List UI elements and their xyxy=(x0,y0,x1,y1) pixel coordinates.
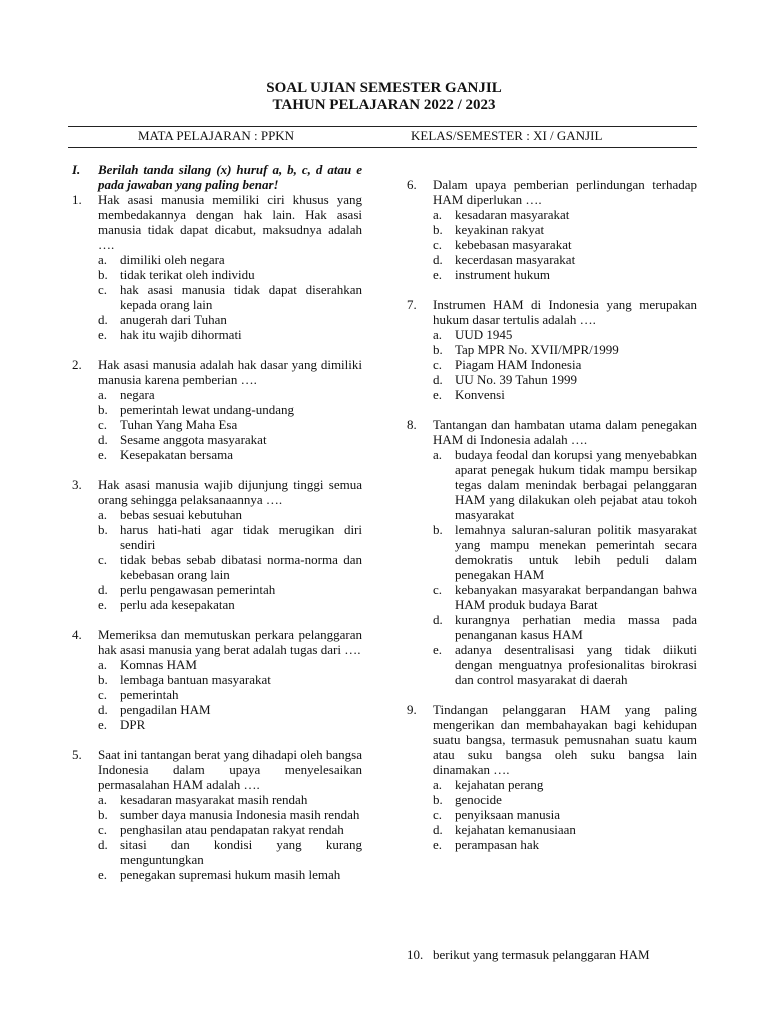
option-letter: a. xyxy=(433,327,443,342)
option-letter: a. xyxy=(98,657,108,672)
question-text: Dalam upaya pemberian perlindungan terhadap HAM diperlukan …. xyxy=(433,177,697,207)
instruction-number: I. xyxy=(72,162,81,177)
option-list xyxy=(433,207,697,282)
option-letter: d. xyxy=(433,612,443,627)
option-text: adanya desentralisasi yang tidak diikuti dengan menguatnya profesionalitas birokrasi dan control masyarakat di daerah xyxy=(455,642,697,687)
option-letter: b. xyxy=(433,222,443,237)
question-4 xyxy=(72,627,362,732)
option-d xyxy=(98,702,362,717)
question-row xyxy=(72,747,362,792)
option-text: hak asasi manusia tidak dapat diserahkan kepada orang lain xyxy=(120,282,362,312)
exam-title: SOAL UJIAN SEMESTER GANJIL xyxy=(266,80,502,96)
question-row xyxy=(407,177,697,207)
option-a xyxy=(98,507,362,522)
option-list xyxy=(98,252,362,342)
option-letter: d. xyxy=(98,312,108,327)
option-d xyxy=(98,837,362,867)
option-list xyxy=(98,657,362,732)
option-text: kesadaran masyarakat xyxy=(455,207,570,222)
option-letter: d. xyxy=(98,432,108,447)
option-b xyxy=(98,267,362,282)
option-letter: c. xyxy=(433,357,443,372)
option-list xyxy=(433,327,697,402)
option-d xyxy=(98,312,362,327)
option-e xyxy=(98,717,362,732)
question-number: 5. xyxy=(72,747,82,762)
question-text: Tindangan pelanggaran HAM yang paling mengerikan dan membahayakan bagi kehidupan suatu bangsa, termasuk pemusnahan suatu kaum atau suku bangsa oleh suku bangsa lain dinamakan …. xyxy=(433,702,697,777)
option-c xyxy=(433,357,697,372)
option-e xyxy=(433,837,697,852)
option-b xyxy=(98,402,362,417)
option-letter: c. xyxy=(433,582,443,597)
option-list xyxy=(433,777,697,852)
option-a xyxy=(433,327,697,342)
subject-label: MATA PELAJARAN : PPKN xyxy=(138,128,295,143)
header-rule-top xyxy=(68,126,697,127)
option-letter: a. xyxy=(98,792,108,807)
option-text: lembaga bantuan masyarakat xyxy=(120,672,271,687)
question-9 xyxy=(407,702,697,852)
class-label: KELAS/SEMESTER : XI / GANJIL xyxy=(411,128,603,143)
option-letter: b. xyxy=(98,672,108,687)
option-letter: b. xyxy=(433,792,443,807)
instruction-text: Berilah tanda silang (x) huruf a, b, c, d atau e pada jawaban yang paling benar! xyxy=(98,162,362,192)
option-e xyxy=(98,327,362,342)
option-text: perlu pengawasan pemerintah xyxy=(120,582,276,597)
left-column xyxy=(72,162,362,897)
option-text: perlu ada kesepakatan xyxy=(120,597,235,612)
option-a xyxy=(433,777,697,792)
option-text: UUD 1945 xyxy=(455,327,513,342)
question-number: 6. xyxy=(407,177,417,192)
option-text: Kesepakatan bersama xyxy=(120,447,233,462)
option-text: genocide xyxy=(455,792,502,807)
option-text: dimiliki oleh negara xyxy=(120,252,225,267)
option-text: tidak bebas sebab dibatasi norma-norma dan kebebasan orang lain xyxy=(120,552,362,582)
option-a xyxy=(98,657,362,672)
option-a xyxy=(98,387,362,402)
option-text: Tap MPR No. XVII/MPR/1999 xyxy=(455,342,619,357)
option-list xyxy=(433,447,697,687)
option-c xyxy=(98,282,362,312)
question-number: 3. xyxy=(72,477,82,492)
option-text: kejahatan perang xyxy=(455,777,544,792)
option-c xyxy=(98,822,362,837)
question-text: Memeriksa dan memutuskan perkara pelanggaran hak asasi manusia yang berat adalah tugas dari …. xyxy=(98,627,362,657)
option-e xyxy=(433,267,697,282)
option-d xyxy=(433,372,697,387)
option-letter: e. xyxy=(98,327,108,342)
option-text: sumber daya manusia Indonesia masih rendah xyxy=(120,807,360,822)
option-letter: d. xyxy=(98,837,108,852)
question-row xyxy=(72,357,362,387)
option-e xyxy=(433,642,697,687)
option-b xyxy=(433,342,697,357)
option-c xyxy=(98,417,362,432)
question-row xyxy=(72,627,362,657)
question-8 xyxy=(407,417,697,687)
option-text: negara xyxy=(120,387,155,402)
option-c xyxy=(433,807,697,822)
question-number: 9. xyxy=(407,702,417,717)
option-letter: d. xyxy=(98,582,108,597)
option-b xyxy=(98,522,362,552)
option-c xyxy=(98,552,362,582)
question-number: 8. xyxy=(407,417,417,432)
option-letter: e. xyxy=(433,267,443,282)
question-row xyxy=(407,297,697,327)
option-letter: c. xyxy=(98,282,108,297)
option-text: kesadaran masyarakat masih rendah xyxy=(120,792,308,807)
option-letter: e. xyxy=(98,717,108,732)
option-d xyxy=(433,252,697,267)
option-text: sitasi dan kondisi yang kurang menguntungkan xyxy=(120,837,362,867)
option-text: lemahnya saluran-saluran politik masyarakat yang mampu menekan pemerintah secara demokratis untuk lebih peduli dalam penegakan HAM xyxy=(455,522,697,582)
option-text: Sesame anggota masyarakat xyxy=(120,432,267,447)
option-e xyxy=(98,867,362,882)
option-text: Tuhan Yang Maha Esa xyxy=(120,417,238,432)
option-letter: c. xyxy=(433,237,443,252)
question-number: 10. xyxy=(407,947,424,962)
option-b xyxy=(433,522,697,582)
option-text: bebas sesuai kebutuhan xyxy=(120,507,243,522)
option-text: pengadilan HAM xyxy=(120,702,211,717)
header-rule-bottom xyxy=(68,147,697,148)
option-letter: e. xyxy=(98,447,108,462)
question-row xyxy=(72,192,362,252)
option-text: pemerintah lewat undang-undang xyxy=(120,402,294,417)
option-letter: b. xyxy=(433,522,443,537)
option-text: budaya feodal dan korupsi yang menyebabkan aparat penegak hukum tidak mampu bersikap tegas dalam menindak berbagai pelanggaran HAM yang dilakukan oleh pejabat atau tokoh masyarakat xyxy=(455,447,697,522)
question-row xyxy=(407,417,697,447)
question-5 xyxy=(72,747,362,882)
option-letter: a. xyxy=(433,207,443,222)
option-letter: c. xyxy=(98,552,108,567)
question-number: 7. xyxy=(407,297,417,312)
option-a xyxy=(433,447,697,522)
option-e xyxy=(98,447,362,462)
option-text: penegakan supremasi hukum masih lemah xyxy=(120,867,341,882)
option-letter: d. xyxy=(433,252,443,267)
question-text: berikut yang termasuk pelanggaran HAM xyxy=(433,947,650,962)
option-text: perampasan hak xyxy=(455,837,540,852)
option-letter: d. xyxy=(98,702,108,717)
question-text: Hak asasi manusia wajib dijunjung tinggi semua orang sehingga pelaksanaannya …. xyxy=(98,477,362,507)
option-c xyxy=(433,582,697,612)
option-letter: c. xyxy=(98,822,108,837)
option-text: keyakinan rakyat xyxy=(455,222,545,237)
option-d xyxy=(433,822,697,837)
option-letter: a. xyxy=(98,252,108,267)
option-letter: e. xyxy=(98,597,108,612)
option-letter: d. xyxy=(433,372,443,387)
option-text: penghasilan atau pendapatan rakyat rendah xyxy=(120,822,344,837)
option-c xyxy=(98,687,362,702)
option-a xyxy=(98,252,362,267)
option-text: hak itu wajib dihormati xyxy=(120,327,242,342)
option-letter: b. xyxy=(98,522,108,537)
option-b xyxy=(433,222,697,237)
option-letter: c. xyxy=(433,807,443,822)
option-b xyxy=(433,792,697,807)
option-letter: b. xyxy=(98,402,108,417)
option-text: Piagam HAM Indonesia xyxy=(455,357,582,372)
question-text: Instrumen HAM di Indonesia yang merupakan hukum dasar tertulis adalah …. xyxy=(433,297,697,327)
option-text: Konvensi xyxy=(455,387,505,402)
option-letter: e. xyxy=(433,387,443,402)
option-list xyxy=(98,507,362,612)
option-c xyxy=(433,237,697,252)
option-letter: b. xyxy=(98,807,108,822)
option-letter: a. xyxy=(433,447,443,462)
option-e xyxy=(98,597,362,612)
option-letter: e. xyxy=(98,867,108,882)
option-a xyxy=(98,792,362,807)
option-letter: a. xyxy=(433,777,443,792)
option-text: Komnas HAM xyxy=(120,657,197,672)
option-text: anugerah dari Tuhan xyxy=(120,312,227,327)
option-e xyxy=(433,387,697,402)
option-a xyxy=(433,207,697,222)
option-text: kejahatan kemanusiaan xyxy=(455,822,576,837)
option-text: kurangnya perhatian media massa pada penanganan kasus HAM xyxy=(455,612,697,642)
option-list xyxy=(98,792,362,882)
question-text: Tantangan dan hambatan utama dalam penegakan HAM di Indonesia adalah …. xyxy=(433,417,697,447)
option-letter: d. xyxy=(433,822,443,837)
option-b xyxy=(98,807,362,822)
option-d xyxy=(433,612,697,642)
option-text: instrument hukum xyxy=(455,267,550,282)
right-column xyxy=(407,177,697,867)
question-number: 2. xyxy=(72,357,82,372)
option-d xyxy=(98,582,362,597)
question-text: Saat ini tantangan berat yang dihadapi oleh bangsa Indonesia dalam upaya menyelesaikan permasalahan HAM adalah …. xyxy=(98,747,362,792)
option-text: penyiksaan manusia xyxy=(455,807,561,822)
option-letter: c. xyxy=(98,687,108,702)
question-1 xyxy=(72,192,362,342)
option-b xyxy=(98,672,362,687)
option-letter: b. xyxy=(433,342,443,357)
option-text: harus hati-hati agar tidak merugikan diri sendiri xyxy=(120,522,362,552)
option-text: kebebasan masyarakat xyxy=(455,237,572,252)
option-text: tidak terikat oleh individu xyxy=(120,267,255,282)
option-text: pemerintah xyxy=(120,687,179,702)
question-6 xyxy=(407,177,697,282)
exam-year: TAHUN PELAJARAN 2022 / 2023 xyxy=(272,97,496,113)
question-text: Hak asasi manusia adalah hak dasar yang dimiliki manusia karena pemberian …. xyxy=(98,357,362,387)
question-row xyxy=(407,702,697,777)
option-letter: c. xyxy=(98,417,108,432)
question-number: 4. xyxy=(72,627,82,642)
question-text: Hak asasi manusia memiliki ciri khusus yang membedakannya dengan hak lain. Hak asasi manusia tidak dapat dicabut, maksudnya adalah …. xyxy=(98,192,362,252)
option-text: kecerdasan masyarakat xyxy=(455,252,576,267)
question-3 xyxy=(72,477,362,612)
option-letter: a. xyxy=(98,387,108,402)
option-list xyxy=(98,387,362,462)
question-7 xyxy=(407,297,697,402)
instruction xyxy=(72,162,362,192)
option-letter: a. xyxy=(98,507,108,522)
option-text: DPR xyxy=(120,717,146,732)
option-text: UU No. 39 Tahun 1999 xyxy=(455,372,577,387)
option-d xyxy=(98,432,362,447)
option-text: kebanyakan masyarakat berpandangan bahwa HAM produk budaya Barat xyxy=(455,582,697,612)
option-letter: e. xyxy=(433,837,443,852)
option-letter: e. xyxy=(433,642,443,657)
question-number: 1. xyxy=(72,192,82,207)
option-letter: b. xyxy=(98,267,108,282)
question-10 xyxy=(407,947,697,962)
question-2 xyxy=(72,357,362,462)
question-row xyxy=(72,477,362,507)
